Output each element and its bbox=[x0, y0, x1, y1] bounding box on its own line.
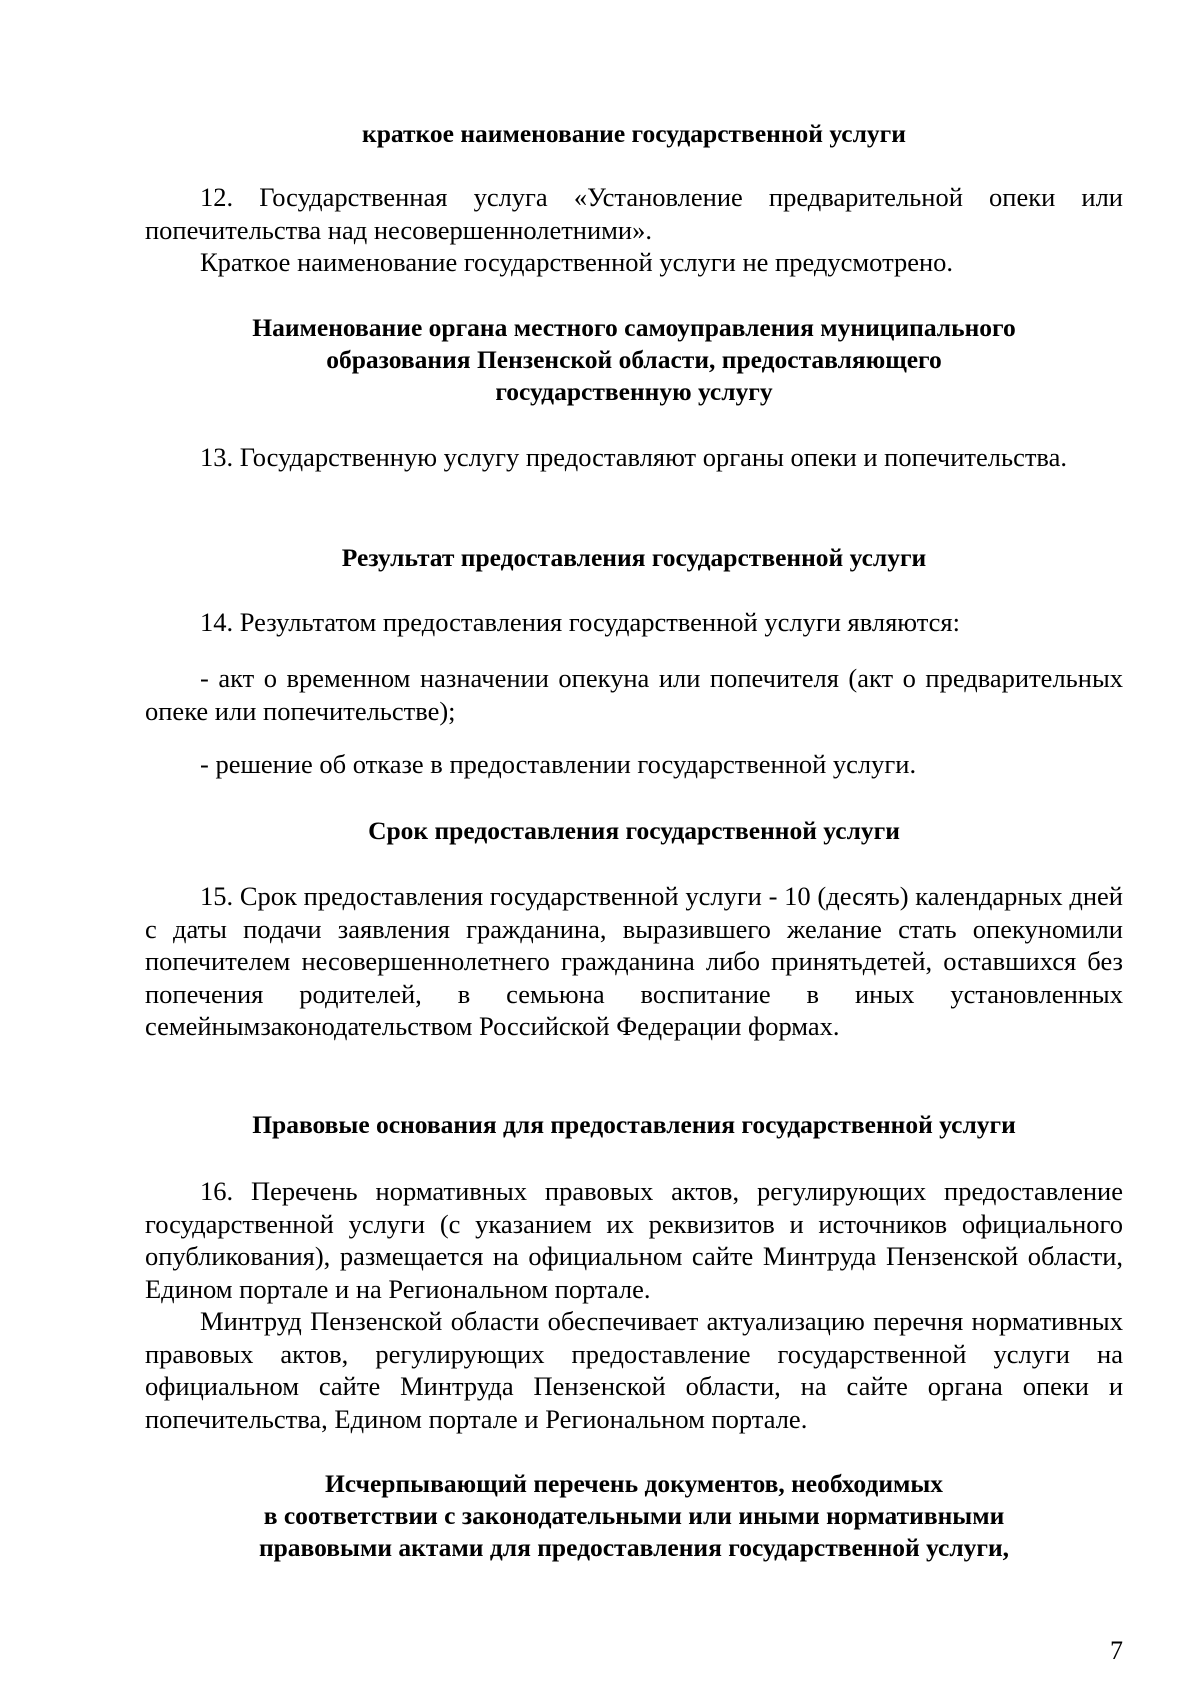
heading-line: государственную услугу bbox=[495, 377, 773, 406]
paragraph-15: 15. Срок предоставления государственной услуги - 10 (десять) календарных дней с даты подачи заявления гражданина, выразившего желание стать опекуномили попечителем несовершеннолетнего гражданина либо принятьдетей, оставшихся без попечения родителей, в семьюна воспитание в иных установленных семейнымзаконодательством Российской Федерации формах. bbox=[145, 881, 1123, 1041]
section-heading-documents-list bbox=[145, 1468, 1123, 1564]
heading-line: правовыми актами для предоставления государственной услуги, bbox=[258, 1533, 1010, 1562]
paragraph-short-name-note: Краткое наименование государственной услуги не предусмотрено. bbox=[200, 247, 954, 277]
section-heading-result: Результат предоставления государственной услуги bbox=[341, 543, 927, 572]
paragraph-13: 13. Государственную услугу предоставляют органы опеки и попечительства. bbox=[200, 442, 1067, 472]
paragraph-16: 16. Перечень нормативных правовых актов, регулирующих предоставление государственной услуги (с указанием их реквизитов и источников официального опубликования), размещается на официальном сайте Минтруда Пензенской области, Едином портале и на Региональном портале. bbox=[145, 1176, 1123, 1304]
heading-line: образования Пензенской области, предоставляющего bbox=[326, 345, 942, 374]
paragraph-result-refusal: - решение об отказе в предоставлении государственной услуги. bbox=[200, 749, 917, 779]
paragraph-14: 14. Результатом предоставления государственной услуги являются: bbox=[200, 607, 960, 637]
paragraph-mintrud: Минтруд Пензенской области обеспечивает актуализацию перечня нормативных правовых актов, регулирующих предоставление государственной услуги на официальном сайте Минтруда Пензенской области, на сайте органа опеки и попечительства, Едином портале и Региональном портале. bbox=[145, 1306, 1123, 1434]
section-heading-short-name: краткое наименование государственной услуги bbox=[362, 119, 906, 148]
section-heading-legal-basis: Правовые основания для предоставления государственной услуги bbox=[252, 1110, 1016, 1139]
heading-line: в соответствии с законодательными или иными нормативными bbox=[263, 1501, 1005, 1530]
paragraph-result-act: - акт о временном назначении опекуна или попечителя (акт о предварительных опеке или попечительстве); bbox=[145, 663, 1123, 726]
document-page bbox=[145, 0, 1123, 1698]
heading-line: Наименование органа местного самоуправления муниципального bbox=[252, 313, 1016, 342]
heading-line: Исчерпывающий перечень документов, необходимых bbox=[324, 1469, 944, 1498]
page-number: 7 bbox=[1110, 1636, 1123, 1665]
paragraph-12: 12. Государственная услуга «Установление предварительной опеки или попечительства над несовершеннолетними». bbox=[145, 182, 1123, 245]
section-heading-term: Срок предоставления государственной услуги bbox=[368, 816, 900, 845]
section-heading-authority bbox=[145, 312, 1123, 408]
